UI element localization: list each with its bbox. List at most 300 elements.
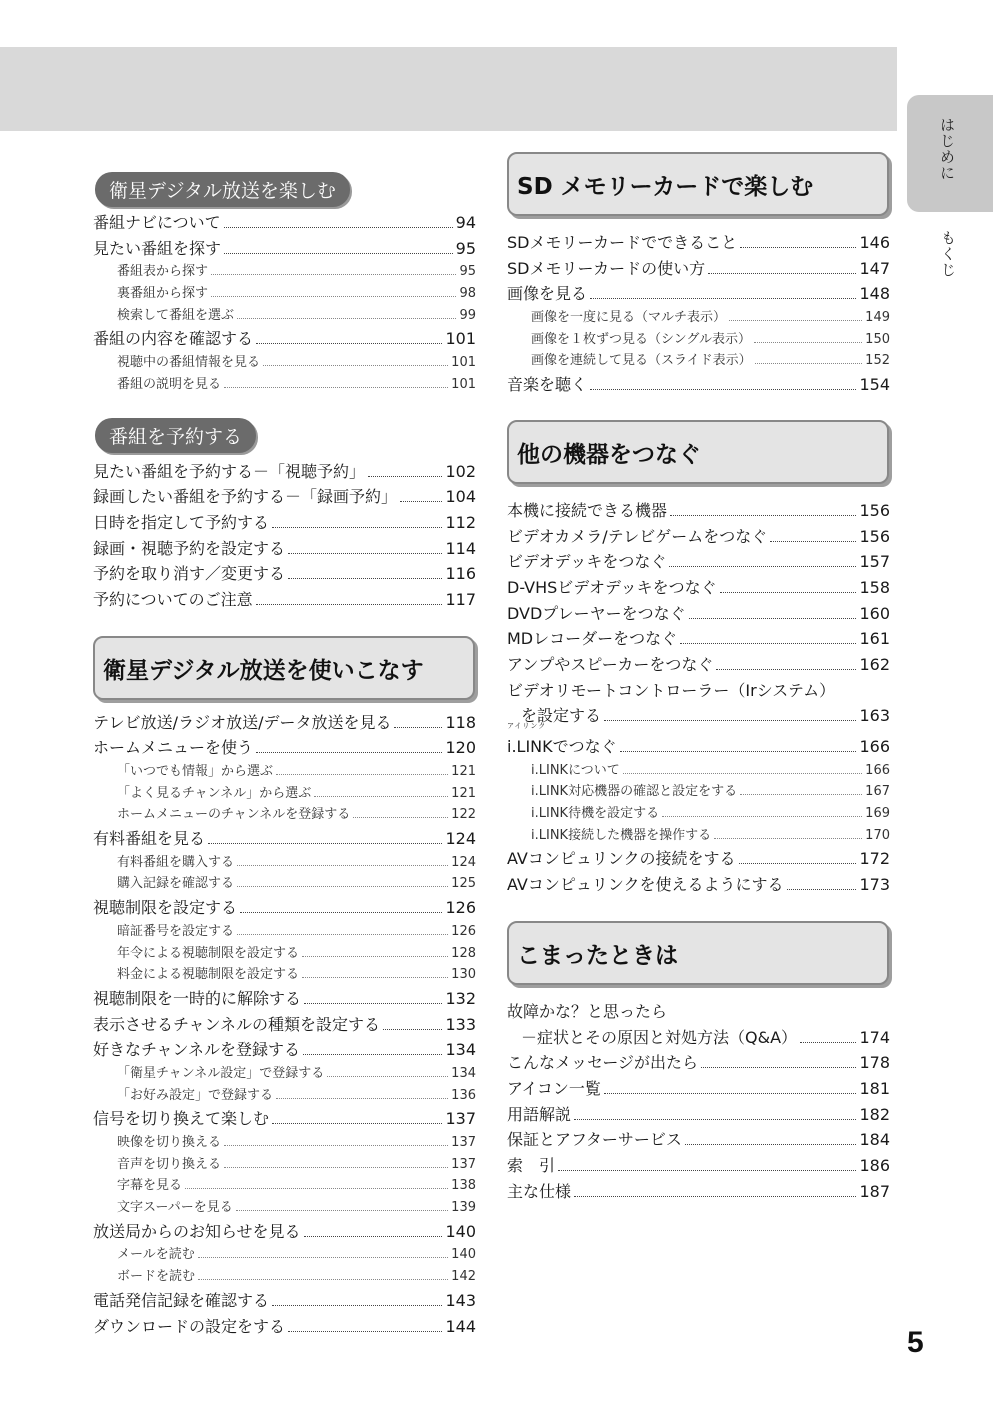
toc-entry-title: ビデオリモートコントローラー（Irシステム） (507, 680, 836, 700)
toc-entry-title: i.LINKでつなぐ (507, 737, 617, 756)
toc-entry-title: 本機に接続できる機器 (507, 500, 668, 520)
toc-entry-title: ボードを読む (117, 1269, 196, 1285)
toc-sub-entry[interactable] (93, 374, 476, 396)
leader-dots (620, 751, 857, 752)
toc-page-number: 146 (859, 233, 890, 252)
toc-entry-title: アンプやスピーカーをつなぐ (507, 654, 714, 674)
leader-dots (304, 1003, 442, 1004)
section-heading-pill: 番組を予約する (95, 418, 256, 453)
toc-entry-title: テレビ放送/ラジオ放送/データ放送を見る (93, 712, 392, 732)
leader-dots (224, 387, 448, 388)
leader-dots (237, 318, 456, 319)
toc-sub-entry[interactable] (93, 352, 476, 374)
leader-dots (224, 1145, 448, 1146)
leader-dots (256, 604, 443, 605)
toc-page-number: 162 (859, 654, 890, 674)
toc-page-number: 152 (865, 353, 890, 369)
toc-page-number: 169 (865, 806, 890, 822)
leader-dots (276, 774, 448, 775)
toc-page-number: 173 (859, 875, 890, 895)
toc-sub-entry[interactable] (93, 1085, 476, 1107)
toc-entry[interactable] (93, 1314, 476, 1340)
toc-page-number: 156 (859, 526, 890, 546)
toc-page-number: 167 (865, 784, 890, 800)
leader-dots (720, 592, 857, 593)
toc-page-number: 140 (445, 1221, 476, 1241)
toc-entry-title: 好きなチャンネルを登録する (93, 1040, 301, 1060)
leader-dots (394, 727, 442, 728)
toc-entry[interactable] (93, 1037, 476, 1063)
toc-entry-title: 購入記録を確認する (117, 876, 235, 892)
page-number: 5 (907, 1326, 924, 1359)
toc-entry-title: 日時を指定して予約する (93, 512, 270, 532)
toc-entry[interactable] (507, 1127, 890, 1153)
toc-entry-title: 予約を取り消す／変更する (93, 564, 286, 584)
toc-entry-title: 放送局からのお知らせを見る (93, 1221, 301, 1241)
toc-entry[interactable] (507, 281, 890, 307)
toc-page-number: 166 (859, 737, 890, 756)
toc-entry[interactable] (507, 498, 890, 524)
leader-dots (185, 1188, 448, 1189)
leader-dots (755, 363, 863, 364)
leader-dots (770, 541, 856, 542)
leader-dots (303, 1054, 442, 1055)
leader-dots (240, 912, 442, 913)
toc-page-number: 130 (451, 967, 476, 983)
leader-dots (400, 501, 442, 502)
toc-entry[interactable] (93, 1106, 476, 1132)
toc-entry-title: 用語解説 (507, 1104, 572, 1124)
toc-sub-entry[interactable] (507, 825, 890, 847)
toc-entry-title: AVコンピュリンクの接続をする (507, 849, 736, 869)
leader-dots (211, 296, 456, 297)
leader-dots (276, 1098, 448, 1099)
leader-dots (754, 342, 862, 343)
toc-page-number: 124 (445, 829, 476, 849)
leader-dots (670, 515, 856, 516)
toc-entry[interactable] (507, 703, 890, 729)
toc-sub-entry[interactable] (507, 803, 890, 825)
leader-dots (224, 227, 453, 228)
toc-entry-title: 文字スーパーを見る (117, 1200, 233, 1216)
toc-page-number: 147 (859, 258, 890, 278)
leader-dots (211, 274, 456, 275)
toc-entry-title: 画像を１枚ずつ見る（シングル表示） (531, 331, 752, 347)
leader-dots (256, 343, 442, 344)
leader-dots (787, 889, 857, 890)
toc-page-number: 166 (865, 762, 890, 778)
toc-entry-title: ホームメニューを使う (93, 738, 254, 758)
toc-entry-title: 視聴中の番組情報を見る (117, 355, 261, 371)
toc-entry-title: AVコンピュリンクを使えるようにする (507, 875, 784, 895)
toc-entry[interactable] (507, 846, 890, 872)
leader-dots (237, 934, 448, 935)
toc-list (507, 498, 890, 729)
leader-dots (198, 1257, 448, 1258)
toc-sub-entry[interactable] (93, 1154, 476, 1176)
toc-list (507, 760, 890, 898)
toc-page-number: 149 (865, 310, 890, 326)
toc-entry-title: 番組の内容を確認する (93, 329, 254, 349)
toc-page-number: 117 (445, 589, 476, 609)
toc-page-number: 120 (445, 738, 476, 758)
toc-sub-entry[interactable] (93, 1175, 476, 1197)
toc-entry-title: 「衛星チャンネル設定」で登録する (117, 1065, 325, 1081)
toc-sub-entry[interactable] (93, 261, 476, 283)
toc-entry-title: 番組の説明を見る (117, 376, 222, 392)
leader-dots (256, 752, 442, 753)
toc-page-number: 156 (859, 500, 890, 520)
toc-sub-entry[interactable] (93, 1063, 476, 1085)
toc-page-number: 98 (459, 286, 476, 302)
toc-entry-title: ダウンロードの設定をする (93, 1316, 286, 1336)
toc-sub-entry[interactable] (93, 1197, 476, 1219)
toc-entry[interactable] (93, 826, 476, 852)
toc-sub-entry[interactable] (93, 305, 476, 327)
toc-entry[interactable] (93, 1219, 476, 1245)
toc-page-number: 138 (451, 1178, 476, 1194)
toc-page-number: 170 (865, 827, 890, 843)
leader-dots (708, 273, 856, 274)
leader-dots (224, 1167, 448, 1168)
toc-entry-title: 暗証番号を設定する (117, 923, 235, 939)
toc-entry-title: 電話発信記録を確認する (93, 1290, 270, 1310)
toc-page-number: 178 (859, 1053, 890, 1073)
leader-dots (236, 1210, 448, 1211)
toc-sub-entry[interactable] (93, 783, 476, 805)
toc-page-number: 125 (451, 876, 476, 892)
toc-page-number: 112 (445, 512, 476, 532)
toc-entry-title: 字幕を見る (117, 1178, 183, 1194)
toc-entry[interactable] (507, 999, 890, 1025)
toc-list (93, 210, 476, 396)
side-tab-sub-label: もくじ (939, 230, 957, 278)
toc-sub-entry[interactable] (93, 852, 476, 874)
toc-entry-title: メールを読む (117, 1247, 195, 1263)
toc-page-number: 139 (451, 1200, 476, 1216)
toc-page-number: 122 (451, 807, 476, 823)
section-heading-pill: 衛星デジタル放送を楽しむ (95, 172, 350, 207)
leader-dots (604, 720, 856, 721)
toc-page-number: 174 (859, 1027, 890, 1047)
toc-entry-title: DVDプレーヤーをつなぐ (507, 603, 686, 623)
leader-dots (314, 796, 448, 797)
toc-entry-title: i.LINK接続した機器を操作する (531, 827, 712, 843)
leader-dots (302, 977, 448, 978)
toc-page-number: 101 (451, 355, 476, 371)
toc-sub-entry[interactable] (93, 943, 476, 965)
toc-entry[interactable] (507, 524, 890, 550)
toc-entry[interactable] (93, 236, 476, 262)
leader-dots (685, 1144, 857, 1145)
toc-entry[interactable] (93, 326, 476, 352)
toc-entry[interactable] (507, 872, 890, 898)
toc-page-number: 184 (859, 1130, 890, 1150)
leader-dots (353, 817, 448, 818)
section-banner: 衛星デジタル放送を使いこなす (93, 636, 475, 700)
toc-page-number: 143 (445, 1290, 476, 1310)
toc-sub-entry[interactable] (93, 964, 476, 986)
toc-page-number: 186 (859, 1155, 890, 1175)
toc-list (93, 710, 476, 1340)
toc-page-number: 150 (865, 331, 890, 347)
toc-entry[interactable] (93, 1288, 476, 1314)
toc-page-number: 95 (459, 264, 476, 280)
toc-entry-title: 映像を切り換える (117, 1135, 222, 1150)
leader-dots (288, 1331, 442, 1332)
toc-page-number: 158 (859, 577, 890, 597)
toc-page-number: 124 (451, 854, 476, 870)
right-column (507, 152, 890, 1204)
toc-entry[interactable] (507, 1025, 890, 1051)
leader-dots (680, 643, 856, 644)
leader-dots (327, 1076, 448, 1077)
side-tab[interactable] (907, 95, 993, 212)
toc-page-number: 126 (451, 923, 476, 939)
leader-dots (304, 1236, 443, 1237)
leader-dots (574, 1119, 856, 1120)
toc-entry[interactable] (93, 536, 476, 562)
toc-page-number: 148 (859, 284, 890, 304)
leader-dots (604, 1093, 857, 1094)
toc-page-number: 132 (445, 988, 476, 1008)
toc-entry-title: 画像を連続して見る（スライド表示） (531, 353, 752, 369)
toc-entry[interactable] (93, 710, 476, 736)
toc-entry-title: ビデオデッキをつなぐ (507, 552, 667, 572)
toc-list (507, 999, 890, 1205)
toc-page-number: 101 (451, 376, 476, 392)
leader-dots (590, 298, 856, 299)
toc-entry-title: 「お好み設定」で登録する (117, 1087, 274, 1103)
toc-entry-title: 録画したい番組を予約する－「録画予約」 (93, 487, 398, 507)
section-banner: こまったときは (507, 921, 889, 985)
toc-entry-title: 予約についてのご注意 (93, 589, 253, 609)
toc-sub-entry[interactable] (93, 1266, 476, 1288)
leader-dots (729, 320, 862, 321)
toc-page-number: 157 (859, 552, 890, 572)
toc-entry[interactable] (507, 1050, 890, 1076)
toc-entry-title: 表示させるチャンネルの種類を設定する (93, 1014, 381, 1034)
toc-page-number: 134 (451, 1065, 476, 1081)
leader-dots (623, 773, 862, 774)
leader-dots (800, 1042, 856, 1043)
toc-entry-title: 見たい番組を予約する－「視聴予約」 (93, 461, 366, 481)
toc-entry-title: こんなメッセージが出たら (507, 1053, 699, 1073)
toc-entry[interactable] (93, 210, 476, 236)
toc-entry-title: 見たい番組を探す (93, 238, 222, 258)
toc-sub-entry[interactable] (93, 1132, 476, 1154)
toc-page-number: 121 (451, 764, 476, 779)
leader-dots (739, 863, 857, 864)
toc-page-number: 128 (451, 945, 476, 961)
toc-entry-title: ホームメニューのチャンネルを登録する (117, 807, 351, 823)
toc-entry[interactable] (93, 895, 476, 921)
toc-entry-title: 録画・視聴予約を設定する (93, 538, 286, 558)
toc-entry-title: 視聴制限を設定する (93, 898, 238, 918)
toc-entry-title: i.LINKについて (531, 762, 620, 778)
toc-entry-title: D-VHSビデオデッキをつなぐ (507, 577, 717, 597)
toc-entry[interactable] (93, 986, 476, 1012)
toc-entry-title: 視聴制限を一時的に解除する (93, 988, 302, 1008)
toc-entry[interactable] (507, 1179, 890, 1205)
leader-dots (740, 247, 856, 248)
leader-dots (198, 1279, 448, 1280)
toc-page-number: 140 (451, 1247, 476, 1263)
toc-entry[interactable] (507, 652, 890, 678)
leader-dots (288, 553, 442, 554)
toc-entry[interactable] (93, 459, 476, 485)
leader-dots (288, 578, 442, 579)
toc-entry-title: を設定する (521, 706, 602, 726)
toc-entry-title: 番組ナビについて (93, 213, 221, 232)
leader-dots (237, 886, 448, 887)
toc-entry[interactable] (507, 575, 890, 601)
toc-entry-title: 索 引 (507, 1155, 556, 1175)
leader-dots (689, 618, 857, 619)
leader-dots (272, 1123, 442, 1124)
leader-dots (263, 365, 448, 366)
toc-entry-title: 信号を切り換えて楽しむ (93, 1109, 270, 1129)
toc-page-number: 126 (445, 898, 476, 918)
toc-entry-title: 音声を切り換える (117, 1156, 222, 1172)
leader-dots (740, 794, 862, 795)
toc-page-number: 99 (459, 307, 476, 323)
toc-page-number: 181 (859, 1078, 890, 1098)
ruby-annotation: アイリンク (507, 722, 547, 730)
toc-entry-title: 料金による視聴制限を設定する (117, 967, 300, 983)
toc-entry-title: 音楽を聴く (507, 375, 588, 395)
toc-page-number: 118 (445, 712, 476, 732)
leader-dots (574, 1196, 856, 1197)
toc-page-number: 102 (445, 461, 476, 481)
toc-page-number: 142 (451, 1269, 476, 1285)
toc-entry[interactable] (507, 372, 890, 398)
toc-page-number: 95 (455, 238, 476, 258)
toc-entry[interactable] (93, 735, 476, 761)
leader-dots (558, 1170, 856, 1171)
toc-entry-title: 「いつでも情報」から選ぶ (117, 764, 274, 779)
leader-dots (272, 527, 442, 528)
toc-page-number: 136 (451, 1087, 476, 1103)
toc-sub-entry[interactable] (93, 804, 476, 826)
toc-entry-title: i.LINK対応機器の確認と設定をする (531, 784, 738, 800)
side-tab-label: はじめに (938, 117, 956, 181)
toc-entry-title: 主な仕様 (507, 1181, 572, 1201)
toc-sub-entry[interactable] (93, 761, 476, 783)
toc-entry-title: SDメモリーカードの使い方 (507, 258, 706, 278)
section-banner: SD メモリーカードで楽しむ (507, 152, 889, 216)
toc-list (93, 459, 476, 613)
toc-entry[interactable] (93, 484, 476, 510)
toc-page-number: 101 (445, 329, 476, 349)
toc-entry-title: 「よく見るチャンネル」から選ぶ (117, 785, 312, 801)
leader-dots (716, 669, 856, 670)
toc-entry-title: 裏番組から探す (117, 286, 209, 302)
section-banner: 他の機器をつなぐ (507, 420, 889, 484)
toc-entry[interactable] (93, 510, 476, 536)
leader-dots (368, 476, 442, 477)
leader-dots (590, 389, 856, 390)
leader-dots (272, 1305, 442, 1306)
toc-entry-title: 番組表から探す (117, 264, 209, 280)
toc-entry-title: 有料番組を購入する (117, 854, 235, 870)
toc-sub-entry[interactable] (507, 350, 890, 372)
leader-dots (701, 1067, 856, 1068)
toc-sub-entry[interactable] (507, 760, 890, 782)
toc-entry-title: MDレコーダーをつなぐ (507, 629, 678, 649)
toc-page-number: 114 (445, 538, 476, 558)
toc-entry[interactable] (507, 549, 890, 575)
toc-sub-entry[interactable] (93, 283, 476, 305)
toc-page-number: 134 (445, 1040, 476, 1060)
toc-entry-title: アイコン一覧 (507, 1078, 601, 1098)
toc-sub-entry[interactable] (93, 873, 476, 895)
toc-page-number: 121 (451, 785, 476, 801)
toc-page-number: 187 (859, 1181, 890, 1201)
toc-sub-entry[interactable] (93, 921, 476, 943)
toc-page-number: 94 (455, 213, 476, 232)
toc-entry-title: 画像を一度に見る（マルチ表示） (531, 310, 727, 326)
toc-page-number: 163 (859, 706, 890, 726)
leader-dots (237, 865, 448, 866)
toc-entry[interactable] (93, 561, 476, 587)
toc-entry[interactable] (507, 722, 890, 760)
toc-entry-title: 年令による視聴制限を設定する (117, 945, 300, 961)
toc-entry-title: －症状とその原因と対処方法（Q&A） (521, 1027, 798, 1047)
leader-dots (669, 566, 856, 567)
toc-page-number: 160 (859, 603, 890, 623)
left-column (93, 172, 476, 1339)
toc-entry-title: SDメモリーカードでできること (507, 233, 738, 252)
leader-dots (714, 838, 862, 839)
toc-page-number: 137 (445, 1109, 476, 1129)
toc-page-number: 154 (859, 375, 890, 395)
toc-entry[interactable] (507, 601, 890, 627)
toc-page-number: 161 (859, 629, 890, 649)
toc-sub-entry[interactable] (507, 329, 890, 351)
toc-entry-title: 有料番組を見る (93, 829, 206, 849)
leader-dots (208, 843, 442, 844)
toc-page-number: 172 (859, 849, 890, 869)
toc-entry[interactable] (93, 587, 476, 613)
toc-entry[interactable] (507, 1153, 890, 1179)
toc-sub-entry[interactable] (507, 307, 890, 329)
toc-entry[interactable] (507, 626, 890, 652)
toc-list (507, 230, 890, 398)
toc-entry-title: 検索して番組を選ぶ (117, 307, 235, 323)
toc-page-number: 144 (445, 1316, 476, 1336)
leader-dots (302, 956, 448, 957)
toc-sub-entry[interactable] (507, 781, 890, 803)
leader-dots (383, 1029, 442, 1030)
toc-sub-entry[interactable] (93, 1244, 476, 1266)
header-band (0, 47, 897, 131)
toc-entry[interactable] (507, 1102, 890, 1128)
toc-page-number: 137 (451, 1156, 476, 1172)
toc-page-number: 116 (445, 564, 476, 584)
toc-page-number: 182 (859, 1104, 890, 1124)
toc-page-number: 133 (445, 1014, 476, 1034)
toc-entry[interactable] (507, 256, 890, 282)
toc-entry[interactable] (93, 1012, 476, 1038)
toc-entry-title: 画像を見る (507, 284, 588, 304)
toc-entry[interactable] (507, 1076, 890, 1102)
toc-entry[interactable] (507, 230, 890, 256)
leader-dots (662, 816, 862, 817)
toc-entry[interactable] (507, 678, 890, 704)
toc-entry-title: 故障かな？と思ったら (507, 1001, 668, 1021)
toc-page-number: 104 (445, 487, 476, 507)
